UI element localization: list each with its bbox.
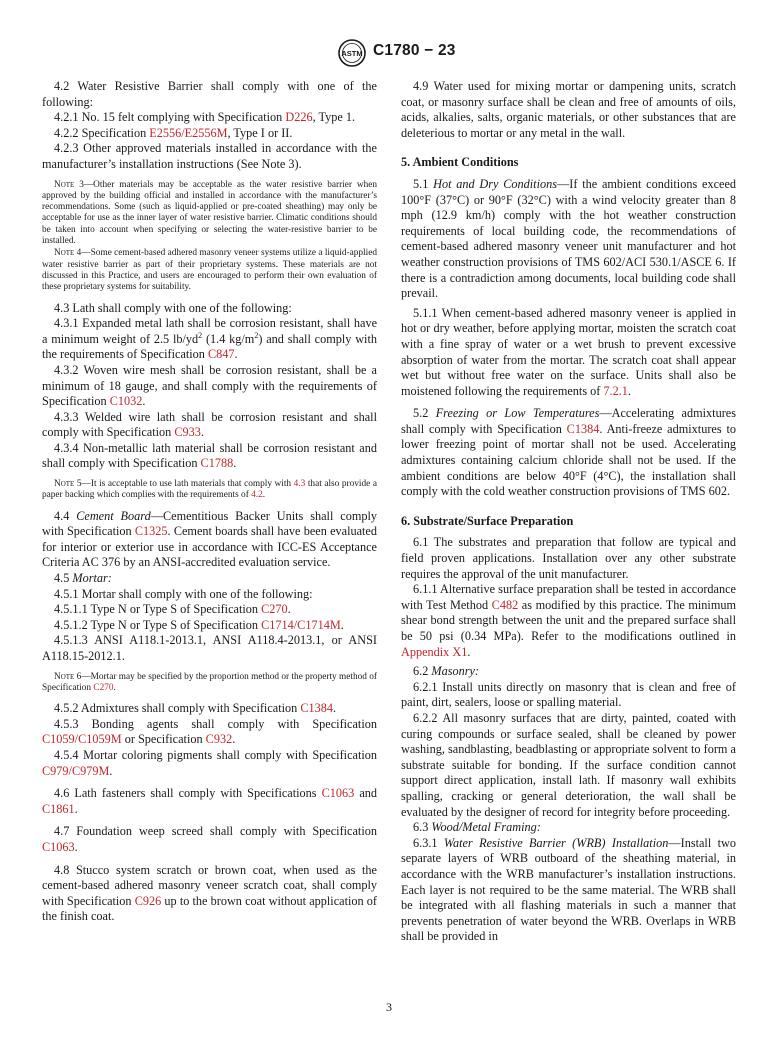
link-c1059[interactable]: C1059/C1059M (42, 732, 122, 747)
section-6-2-1: 6.2.1 Install units directly on masonry that is clean and free of paint, dirt, sealers, loose or spalling material. (401, 679, 736, 710)
link-c1788[interactable]: C1788 (200, 456, 234, 471)
section-6-2-2: 6.2.2 All masonry surfaces that are dirty, painted, coated with curing compounds or surface sealed, shall be cleaned by power washing, sandblasting, beadblasting or appropriate solvent to form a substrate suitable for bonding. If the surface condition cannot support direct application, install lath. If masonry wall exhibits spalling, cracking or general deterioration, the wall shall be evaluated by the designer of record for integrity before proceeding. (401, 710, 736, 819)
link-c1032[interactable]: C1032 (109, 394, 143, 409)
link-c1325[interactable]: C1325 (134, 524, 168, 539)
link-c1063[interactable]: C1063 (321, 786, 355, 801)
section-5-1: 5.1 Hot and Dry Conditions—If the ambient conditions exceed 100°F (37°C) or 90°F (32°C) with a wind velocity greater than 8 mph (12.9 km/h) comply with the hot weather construction requirements of local building code, the recommendations of cement-based adhered masonry veneer unit manufacturer and hot weather construction provisions of TMS 602/ACI 530.1/ASCE 6. If there is a contradiction among documents, local building code shall prevail. (401, 176, 737, 301)
section-4-5-4: 4.5.4 Mortar coloring pigments shall comply with Specification C979/C979M. (42, 747, 377, 778)
link-c270[interactable]: C270 (261, 602, 288, 617)
section-6-1: 6.1 The substrates and preparation that follow are typical and field proven applications. Installation over any other substrate requires the approval of the unit manufacturer. (401, 535, 736, 581)
standard-designation: C1780 − 23 (373, 42, 456, 59)
heading-substrate-preparation: 6. Substrate/Surface Preparation (401, 513, 574, 528)
link-c1384-right[interactable]: C1384 (566, 421, 600, 436)
page-number: 3 (386, 1000, 392, 1014)
section-5-2: 5.2 Freezing or Low Temperatures—Accelerating admixtures shall comply with Specification C1384. Anti-freeze admixtures to lower freezing point of mortar shall not be used. Accelerating admixtures containing calcium chloride shall not be used. If the ambient conditions are below 40°F (4°C), the installation shall comply with the cold weather construction provisions of TMS 602. (401, 406, 736, 499)
section-4-5-1-3: 4.5.1.3 ANSI A118.1-2013.1, ANSI A118.4-2013.1, or ANSI A118.15-2012.1. (42, 633, 377, 663)
note-4: Note 4—Some cement-based adhered masonry veneer systems utilize a liquid-applied water resistive barrier as part of their proprietary systems. These materials are not discussed in this Practice, and users are encouraged to perform their own evaluation of these proprietary systems for suitability. (42, 248, 378, 293)
link-appendix-x1[interactable]: Appendix X1 (401, 644, 468, 659)
section-6-2: 6.2 Masonry: (413, 664, 480, 679)
link-c979[interactable]: C979/C979M (42, 763, 110, 778)
link-c1384[interactable]: C1384 (300, 701, 333, 716)
section-5-1-1: 5.1.1 When cement-based adhered masonry veneer is applied in hot or dry weather, before applying mortar, moisten the scratch coat with a fine spray of water or a wet brush to prevent excessive absorption of water from the mortar. The scratch coat shall appear wet but without free water on the surface. Units shall also be moistened following the requirements of 7.2.1. (401, 305, 736, 398)
section-4-6: 4.6 Lath fasteners shall comply with Specifications C1063 and C1861. (42, 786, 378, 816)
page-header (0, 38, 778, 72)
section-4-2-1: 4.2.1 No. 15 felt complying with Specification D226, Type 1. (54, 110, 356, 125)
astm-logo-icon (338, 38, 366, 68)
link-c932[interactable]: C932 (205, 732, 233, 747)
link-c1714[interactable]: C1714/C1714M (261, 617, 341, 632)
section-4-3-4: 4.3.4 Non-metallic lath material shall be corrosion resistant and shall comply with Specification C1788. (42, 440, 377, 471)
section-4-5-1-2: 4.5.1.2 Type N or Type S of Specification C1714/C1714M. (54, 617, 344, 632)
right-column (401, 79, 736, 945)
section-4-5-3: 4.5.3 Bonding agents shall comply with Specification C1059/C1059M or Specification C932. (42, 716, 377, 747)
link-c1063-weep[interactable]: C1063 (42, 839, 75, 854)
link-c482[interactable]: C482 (491, 597, 519, 612)
link-4-2[interactable]: 4.2 (251, 490, 263, 501)
section-4-5-1-1: 4.5.1.1 Type N or Type S of Specification C270. (54, 602, 291, 617)
left-column (42, 79, 377, 925)
section-4-8: 4.8 Stucco system scratch or brown coat, when used as the cement-based adhered masonry veneer scratch coat, shall comply with Specification C926 up to the brown coat without application of the finish coat. (42, 862, 377, 924)
note-6: Note 6—Mortar may be specified by the proportion method or the property method of Specification C270. (42, 671, 378, 693)
link-4-3[interactable]: 4.3 (293, 479, 306, 490)
link-c926[interactable]: C926 (134, 893, 162, 908)
section-4-4: 4.4 Cement Board—Cementitious Backer Units shall comply with Specification C1325. Cement boards shall have been evaluated for interior or exterior use in accordance with ICC-ES Acceptance Criteria AC 376 by an ANSI-accredited evaluation service. (42, 508, 378, 570)
section-4-3: 4.3 Lath shall comply with one of the following: (54, 300, 292, 315)
section-4-2: 4.2 Water Resistive Barrier shall comply with one of the following: (42, 79, 377, 109)
link-7-2-1[interactable]: 7.2.1 (603, 383, 628, 398)
heading-ambient-conditions: 5. Ambient Conditions (401, 155, 519, 170)
section-4-5-1: 4.5.1 Mortar shall comply with one of the following: (54, 586, 313, 601)
section-4-7: 4.7 Foundation weep screed shall comply with Specification C1063. (42, 824, 377, 854)
section-6-1-1: 6.1.1 Alternative surface preparation shall be tested in accordance with Test Method C482 as modified by this practice. The minimum shear bond strength between the unit and the prepared surface shall be 50 psi (0.34 MPa). Refer to the modifications outlined in Appendix X1. (401, 582, 736, 659)
link-d226[interactable]: D226 (285, 110, 313, 125)
link-c847[interactable]: C847 (208, 347, 235, 362)
note-5: Note 5—It is acceptable to use lath materials that comply with 4.3 that also provide a paper backing which complies with the requirements of 4.2. (42, 479, 377, 501)
section-4-3-1: 4.3.1 Expanded metal lath shall be corrosion resistant, shall have a minimum weight of 2.5 $lb/yd^2$ (1.4 $kg/m^2$) and shall comply with the requirements of Specification C847. (42, 316, 377, 362)
section-4-2-3: 4.2.3 Other approved materials installed in accordance with the manufacturer’s installation instructions (See Note 3). (42, 141, 377, 171)
link-c1861[interactable]: C1861 (42, 801, 75, 816)
section-6-3: 6.3 Wood/Metal Framing: (413, 820, 541, 835)
section-4-9: 4.9 Water used for mixing mortar or dampening units, scratch coat, or masonry surface shall be clean and free of amounts of oils, acids, alkalies, salts, organic materials, or other substances that are deleterious to mortar or any metal in the wall. (401, 79, 736, 140)
section-6-3-1: 6.3.1 Water Resistive Barrier (WRB) Installation—Install two separate layers of WRB outboard of the sheathing material, in accordance with the WRB manufacturer’s installation instructions. Each layer is not required to be the same material. The WRB shall be integrated with all flashing materials in such a manner that prevents penetration of water beyond the WRB. Overlaps in WRB shall be provided in (401, 835, 737, 944)
section-4-2-2: 4.2.2 Specification E2556/E2556M, Type I or II. (54, 125, 293, 140)
link-e2556[interactable]: E2556/E2556M (149, 125, 228, 140)
note-3: Note 3—Other materials may be acceptable as the water resistive barrier when approved by the building official and installed in accordance with the manufacturer’s recommendations. Some (such as liquid-applied or pre-coated sheathing) may only be acceptable for use as the inner layer of water resistive barrier. Climatic conditions should be taken into account when specifying or selecting the water-resistive barrier to be installed. (42, 179, 378, 247)
svg-text:ASTM: ASTM (341, 49, 363, 58)
section-4-5-2: 4.5.2 Admixtures shall comply with Specification C1384. (54, 701, 337, 716)
link-c933[interactable]: C933 (174, 425, 201, 440)
section-4-3-2: 4.3.2 Woven wire mesh shall be corrosion resistant, shall be a minimum of 18 gauge, and shall comply with the requirements of Specification C1032. (42, 362, 377, 409)
section-4-5: 4.5 Mortar: (54, 571, 112, 586)
section-4-3-3: 4.3.3 Welded wire lath shall be corrosion resistant and shall comply with Specification C933. (42, 409, 377, 440)
link-c270-note[interactable]: C270 (93, 682, 114, 693)
